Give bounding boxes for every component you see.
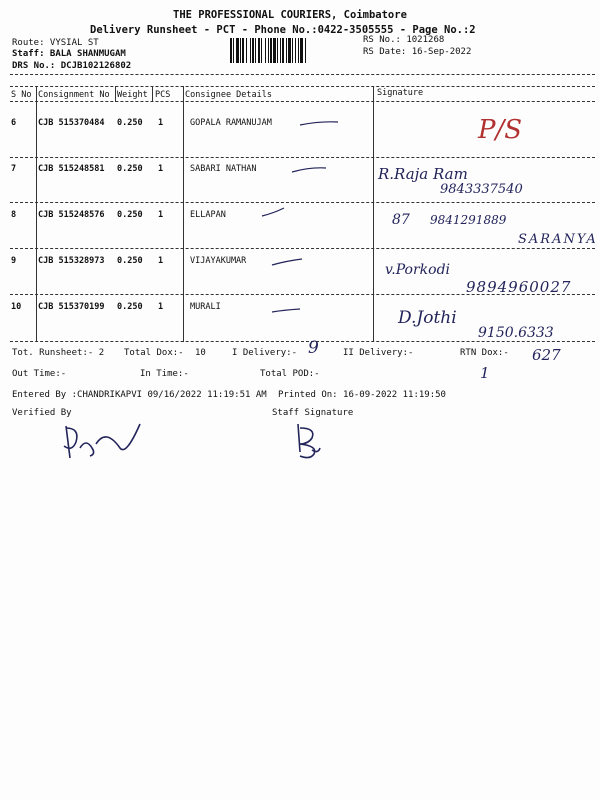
col-header-consignee: Consignee Details [185, 90, 272, 100]
row-consignee: VIJAYAKUMAR [190, 256, 247, 266]
total-pod-label: Total POD:- [260, 369, 320, 379]
row-pcs: 1 [158, 164, 164, 174]
row-sno: 6 [11, 118, 17, 128]
rtn-dox-label: RTN Dox:- [460, 348, 509, 358]
rtn-mark: 1 [480, 364, 490, 382]
row-consignee: SABARI NATHAN [190, 164, 257, 174]
in-time-label: In Time:- [140, 369, 189, 379]
printed-on: Printed On: 16-09-2022 11:19:50 [278, 390, 446, 400]
col-header-signature: Signature [377, 88, 424, 98]
row-pcs: 1 [158, 302, 164, 312]
rs-date: RS Date: 16-Sep-2022 [363, 47, 472, 57]
staff-signature [290, 420, 330, 460]
row-consignment: CJB 515370199 [38, 302, 105, 312]
row-pcs: 1 [158, 118, 164, 128]
signature-name: D.Jothi [398, 308, 457, 328]
row-consignment: CJB 515370484 [38, 118, 105, 128]
row-consignment: CJB 515328973 [38, 256, 105, 266]
signature-extra: 627 [532, 346, 561, 364]
total-dox-value: 10 [195, 348, 206, 358]
row-pcs: 1 [158, 210, 164, 220]
col-header-sno: S No [11, 90, 32, 100]
row-weight: 0.250 [117, 256, 143, 266]
entered-by: Entered By :CHANDRIKAPVI 09/16/2022 11:19:51 AM [12, 390, 267, 400]
col-header-weight: Weight [117, 90, 148, 100]
row-weight: 0.250 [117, 302, 143, 312]
row-consignee: MURALI [190, 302, 221, 312]
delivery-count: 9 [308, 338, 319, 358]
verified-by-label: Verified By [12, 408, 72, 418]
drs-label: DRS No.: DCJB102126802 [12, 61, 132, 71]
col-header-pcs: PCS [155, 90, 171, 100]
row-pcs: 1 [158, 256, 164, 266]
staff-signature-label: Staff Signature [272, 408, 354, 418]
row-consignee: ELLAPAN [190, 210, 226, 220]
signature-phone: 9841291889 [430, 213, 507, 227]
row-weight: 0.250 [117, 210, 143, 220]
row-sno: 7 [11, 164, 17, 174]
row-sno: 9 [11, 256, 17, 266]
row-consignment: CJB 515248576 [38, 210, 105, 220]
signature-name: 87 [392, 212, 410, 228]
row-weight: 0.250 [117, 164, 143, 174]
staff-label: Staff: BALA SHANMUGAM [12, 49, 126, 59]
rs-number: RS No.: 1021268 [363, 35, 445, 45]
signature-extra: SARANYA [518, 232, 598, 247]
signature-ps: P/S [478, 115, 523, 145]
col-header-consignment: Consignment No [38, 90, 110, 100]
signature-name: v.Porkodi [385, 262, 451, 278]
signature-phone: 9894960027 [466, 278, 572, 296]
signature-phone: 9843337540 [440, 182, 523, 197]
row-sno: 10 [11, 302, 22, 312]
signature-phone: 9150.6333 [478, 325, 554, 341]
runsheet-subtitle: Delivery Runsheet - PCT - Phone No.:0422-3505555 - Page No.:2 [90, 24, 476, 36]
ii-delivery-label: II Delivery:- [343, 348, 414, 358]
row-consignee: GOPALA RAMANUJAM [190, 118, 272, 128]
company-title: THE PROFESSIONAL COURIERS, Coimbatore [173, 9, 407, 21]
row-consignment: CJB 515248581 [38, 164, 105, 174]
tot-runsheet: Tot. Runsheet:- 2 [12, 348, 105, 358]
row-weight: 0.250 [117, 118, 143, 128]
i-delivery-label: I Delivery:- [232, 348, 298, 358]
verified-signature [60, 418, 150, 463]
row-sno: 8 [11, 210, 17, 220]
signature-name: R.Raja Ram [378, 165, 468, 183]
out-time-label: Out Time:- [12, 369, 67, 379]
route-label: Route: VYSIAL ST [12, 38, 99, 48]
total-dox-label: Total Dox:- [124, 348, 184, 358]
